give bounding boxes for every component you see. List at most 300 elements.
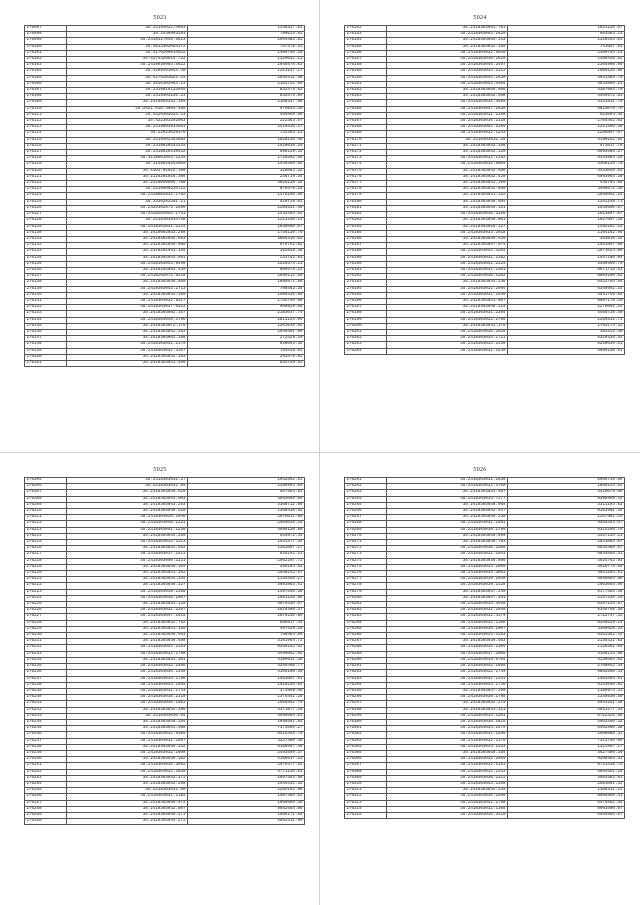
value-cell: 968828.85 bbox=[188, 305, 305, 311]
value-cell: 222363.57 bbox=[188, 119, 305, 125]
row-id-cell: 276248 bbox=[25, 744, 67, 750]
row-id-cell: 276162 bbox=[345, 88, 387, 94]
value-cell: 4771130.61 bbox=[188, 769, 305, 775]
coordinate-cell: 35.2418303033.2018 bbox=[387, 230, 508, 236]
value-cell: 6959966.07 bbox=[508, 812, 625, 818]
row-id-cell: 276294 bbox=[345, 682, 387, 688]
value-cell: 4156213.56 bbox=[508, 651, 625, 657]
row-id-cell: 276215 bbox=[25, 540, 67, 546]
row-id-cell: 276168 bbox=[345, 125, 387, 131]
coordinate-cell: 35.2418303032.100 bbox=[387, 181, 508, 187]
value-cell: 732303.13 bbox=[188, 131, 305, 137]
value-cell: 8906739.96 bbox=[508, 478, 625, 484]
row-id-cell: 276165 bbox=[345, 106, 387, 112]
data-table bbox=[344, 477, 625, 819]
row-id-cell: 276272 bbox=[345, 546, 387, 552]
coordinate-cell: 35.2418303046.616 bbox=[67, 490, 188, 496]
row-id-cell: 276107 bbox=[25, 88, 67, 94]
value-cell: 1336427.01 bbox=[188, 26, 305, 32]
row-id-cell: 276241 bbox=[25, 701, 67, 707]
coordinate-cell: 35.2418303031.1182 bbox=[67, 794, 188, 800]
value-cell: 2811124.09 bbox=[188, 317, 305, 323]
coordinate-cell: 35.2419040094.788 bbox=[67, 181, 188, 187]
value-cell: 2104162.95 bbox=[508, 230, 625, 236]
value-cell: 8086950.43 bbox=[508, 794, 625, 800]
row-id-cell: 276259 bbox=[25, 812, 67, 818]
row-id-cell: 276100 bbox=[25, 44, 67, 50]
coordinate-cell: 35.2418303031.2397 bbox=[67, 608, 188, 614]
row-id-cell: 276310 bbox=[345, 781, 387, 787]
coordinate-cell: 35.2418303036.553 bbox=[387, 639, 508, 645]
row-id-cell: 276133 bbox=[25, 249, 67, 255]
coordinate-cell: 35.2418303035.155 bbox=[387, 750, 508, 756]
coordinate-cell: 35.2418303032.1608 bbox=[67, 750, 188, 756]
coordinate-cell: 35.2418303046.526 bbox=[67, 509, 188, 515]
value-cell: 2558243.97 bbox=[188, 571, 305, 577]
value-cell: 9475581.35 bbox=[508, 800, 625, 806]
value-cell: 963483.13 bbox=[508, 32, 625, 38]
coordinate-cell: 35.2418303043.1266 bbox=[387, 781, 508, 787]
coordinate-cell: 35.2418303036.1799 bbox=[387, 527, 508, 533]
value-cell: 1375441.25 bbox=[188, 695, 305, 701]
row-id-cell: 276223 bbox=[25, 589, 67, 595]
row-id-cell: 276180 bbox=[345, 199, 387, 205]
row-id-cell: 276150 bbox=[25, 354, 67, 360]
value-cell: 2364908.06 bbox=[508, 63, 625, 69]
row-id-cell: 276103 bbox=[25, 63, 67, 69]
coordinate-cell: 35.2418303032.652 bbox=[67, 546, 188, 552]
row-id-cell: 276311 bbox=[345, 788, 387, 794]
value-cell: 6349561.14 bbox=[508, 286, 625, 292]
coordinate-cell: 35.2418303053.143 bbox=[387, 38, 508, 44]
value-cell: 737376.31 bbox=[188, 44, 305, 50]
row-id-cell: 276109 bbox=[25, 100, 67, 106]
row-id-cell: 276302 bbox=[345, 732, 387, 738]
row-id-cell: 276137 bbox=[25, 274, 67, 280]
row-id-cell: 276136 bbox=[25, 267, 67, 273]
row-id-cell: 276292 bbox=[345, 670, 387, 676]
row-id-cell: 276235 bbox=[25, 664, 67, 670]
row-id-cell: 276121 bbox=[25, 174, 67, 180]
value-cell: 3237380.46 bbox=[188, 738, 305, 744]
value-cell: 2979377.52 bbox=[188, 763, 305, 769]
coordinate-cell: 35.2418302036.966 bbox=[67, 243, 188, 249]
coordinate-cell: 35.2418303036.273 bbox=[67, 812, 188, 818]
page-title: 5026 bbox=[473, 467, 487, 473]
coordinate-cell: 35.2418303039.2049 bbox=[387, 577, 508, 583]
value-cell: 2963054.96 bbox=[508, 583, 625, 589]
row-id-cell: 276183 bbox=[345, 218, 387, 224]
coordinate-cell: 35.2418303037.2005 bbox=[387, 651, 508, 657]
value-cell: 2396993.09 bbox=[188, 484, 305, 490]
row-id-cell: 276126 bbox=[25, 205, 67, 211]
row-id-cell: 276309 bbox=[345, 775, 387, 781]
row-id-cell: 276118 bbox=[25, 156, 67, 162]
value-cell: 657903.81 bbox=[188, 490, 305, 496]
coordinate-cell: 35.2418303032.1243 bbox=[387, 131, 508, 137]
value-cell: 2697453.98 bbox=[188, 775, 305, 781]
coordinate-cell: 35.4303.01024.169 bbox=[67, 168, 188, 174]
value-cell: 2211366.30 bbox=[508, 125, 625, 131]
coordinate-cell: 35.2418303031.1991 bbox=[387, 521, 508, 527]
coordinate-cell: 35.2418303032.1166 bbox=[387, 620, 508, 626]
value-cell: 2160337.56 bbox=[188, 100, 305, 106]
value-cell: 1251246.71 bbox=[508, 199, 625, 205]
value-cell: 1286697.07 bbox=[508, 131, 625, 137]
row-id-cell: 276239 bbox=[25, 688, 67, 694]
coordinate-cell: 35.2418303036.230 bbox=[387, 515, 508, 521]
value-cell: 2493599.37 bbox=[188, 750, 305, 756]
value-cell: 3141531.78 bbox=[508, 100, 625, 106]
value-cell: 2264152.96 bbox=[188, 788, 305, 794]
row-id-cell: 276154 bbox=[345, 38, 387, 44]
row-id-cell: 276257 bbox=[25, 800, 67, 806]
row-id-cell: 276166 bbox=[345, 112, 387, 118]
value-cell: 1838666.07 bbox=[188, 224, 305, 230]
coordinate-cell: 35.2418303033.1721 bbox=[387, 336, 508, 342]
value-cell: 1565552.79 bbox=[188, 701, 305, 707]
value-cell: 3963350.32 bbox=[508, 719, 625, 725]
row-id-cell: 276203 bbox=[345, 342, 387, 348]
value-cell: 1681228.66 bbox=[188, 595, 305, 601]
coordinate-cell: 35.2418303031.1036 bbox=[387, 478, 508, 484]
coordinate-cell: 35.2418303036.965 bbox=[387, 502, 508, 508]
coordinate-cell: 35.2418303034.1575 bbox=[387, 726, 508, 732]
value-cell: 2396436.52 bbox=[508, 57, 625, 63]
value-cell: 383332.40 bbox=[508, 329, 625, 335]
value-cell: 2695091.24 bbox=[508, 193, 625, 199]
data-table bbox=[24, 477, 305, 825]
coordinate-cell: 35.2418303048.123 bbox=[387, 305, 508, 311]
value-cell: 634759.92 bbox=[188, 360, 305, 366]
coordinate-cell: 35.2418303033.567 bbox=[387, 490, 508, 496]
coordinate-cell: 35.2418303032.4174 bbox=[387, 614, 508, 620]
row-id-cell: 276148 bbox=[25, 342, 67, 348]
value-cell: 1480756.18 bbox=[188, 50, 305, 56]
coordinate-cell: 35.2418303032.99 bbox=[67, 788, 188, 794]
row-id-cell: 276156 bbox=[345, 50, 387, 56]
row-id-cell: 276281 bbox=[345, 602, 387, 608]
value-cell: 5053451.29 bbox=[508, 769, 625, 775]
coordinate-cell: 35.2418303034.7277 bbox=[387, 496, 508, 502]
data-table bbox=[24, 25, 305, 367]
row-id-cell: 276242 bbox=[25, 707, 67, 713]
row-id-cell: 276288 bbox=[345, 645, 387, 651]
value-cell: 764438.83 bbox=[188, 348, 305, 354]
coordinate-cell: 35.2419602033.298 bbox=[67, 230, 188, 236]
coordinate-cell: 35.2418303034.344 bbox=[67, 577, 188, 583]
value-cell: 8265152.62 bbox=[188, 645, 305, 651]
coordinate-cell: 35.2418303032.2706 bbox=[387, 317, 508, 323]
coordinate-cell: 35.2418303032.1030 bbox=[67, 769, 188, 775]
coordinate-cell: 35.2418303035.3410 bbox=[387, 812, 508, 818]
row-id-cell: 276108 bbox=[25, 94, 67, 100]
value-cell: 1281607.27 bbox=[188, 546, 305, 552]
coordinate-cell: 35.2418303043.253 bbox=[67, 502, 188, 508]
row-id-cell: 276291 bbox=[345, 664, 387, 670]
coordinate-cell: 35.2418620319932 bbox=[67, 150, 188, 156]
coordinate-cell: 35.2418303033.1436 bbox=[387, 342, 508, 348]
row-id-cell: 276192 bbox=[345, 274, 387, 280]
row-id-cell: 276268 bbox=[345, 521, 387, 527]
row-id-cell: 276155 bbox=[345, 44, 387, 50]
row-id-cell: 276308 bbox=[345, 769, 387, 775]
row-id-cell: 276216 bbox=[25, 546, 67, 552]
row-id-cell: 276234 bbox=[25, 657, 67, 663]
value-cell: 8987178.10 bbox=[508, 298, 625, 304]
coordinate-cell: 35.4274320614.722 bbox=[67, 57, 188, 63]
value-cell: 7373566.27 bbox=[188, 726, 305, 732]
value-cell: 2581051.32 bbox=[508, 781, 625, 787]
coordinate-cell: 35.3118601043.2334 bbox=[67, 156, 188, 162]
row-id-cell: 276173 bbox=[345, 156, 387, 162]
row-id-cell: 276244 bbox=[25, 719, 67, 725]
row-id-cell: 276104 bbox=[25, 69, 67, 75]
value-cell: 8883100.62 bbox=[508, 274, 625, 280]
coordinate-cell: 35.2418303032.120 bbox=[387, 150, 508, 156]
coordinate-cell: 35.2418303036.327 bbox=[67, 583, 188, 589]
coordinate-cell: 35.2418303032.27 bbox=[67, 478, 188, 484]
row-id-cell: 276184 bbox=[345, 224, 387, 230]
value-cell: 1823120.07 bbox=[508, 26, 625, 32]
coordinate-cell: 35.2418303031.1268 bbox=[387, 112, 508, 118]
row-id-cell: 276289 bbox=[345, 651, 387, 657]
coordinate-cell: 35.2418303035.3092 bbox=[67, 763, 188, 769]
value-cell: 3368712.86 bbox=[188, 502, 305, 508]
row-id-cell: 276117 bbox=[25, 150, 67, 156]
row-id-cell: 276124 bbox=[25, 193, 67, 199]
coordinate-cell: 35.2418303033.2069 bbox=[387, 564, 508, 570]
value-cell: 233762.81 bbox=[188, 255, 305, 261]
row-id-cell: 276260 bbox=[25, 819, 67, 825]
coordinate-cell: 35.2418303053.1629 bbox=[387, 32, 508, 38]
value-cell: 856817.42 bbox=[188, 620, 305, 626]
coordinate-cell: 35.2418303031.152 bbox=[387, 193, 508, 199]
coordinate-cell: 35.2418303036.1625 bbox=[387, 57, 508, 63]
coordinate-cell: 35.2418303041.1341 bbox=[387, 676, 508, 682]
row-id-cell: 276193 bbox=[345, 280, 387, 286]
value-cell: 9344883.16 bbox=[508, 156, 625, 162]
value-cell: 3443049.92 bbox=[508, 168, 625, 174]
row-id-cell: 276285 bbox=[345, 626, 387, 632]
row-id-cell: 276269 bbox=[345, 527, 387, 533]
row-id-cell: 276209 bbox=[25, 502, 67, 508]
coordinate-cell: 35.2418303036.2596 bbox=[387, 794, 508, 800]
row-id-cell: 276204 bbox=[345, 348, 387, 354]
row-id-cell: 276182 bbox=[345, 212, 387, 218]
row-id-cell: 276102 bbox=[25, 57, 67, 63]
coordinate-cell: 35.2418303031.1449 bbox=[387, 292, 508, 298]
value-cell: 879752.62 bbox=[188, 243, 305, 249]
value-cell: 8993406.87 bbox=[508, 806, 625, 812]
row-id-cell: 276237 bbox=[25, 676, 67, 682]
page-title: 5023 bbox=[153, 15, 167, 21]
row-id-cell: 276250 bbox=[25, 757, 67, 763]
value-cell: 9268463.33 bbox=[508, 757, 625, 763]
row-id-cell: 276197 bbox=[345, 305, 387, 311]
coordinate-cell: 35.2418301031.1214 bbox=[67, 224, 188, 230]
row-id-cell: 276171 bbox=[345, 143, 387, 149]
row-id-cell: 276202 bbox=[345, 336, 387, 342]
coordinate-cell: 35.2418303036.1615 bbox=[387, 719, 508, 725]
value-cell: 6143646.82 bbox=[508, 682, 625, 688]
value-cell: 1441377.34 bbox=[188, 540, 305, 546]
row-id-cell: 276312 bbox=[345, 794, 387, 800]
coordinate-cell: 35.2419603332.194 bbox=[67, 100, 188, 106]
coordinate-cell: 35.2418303032.6151 bbox=[387, 763, 508, 769]
value-cell: 1257981.19 bbox=[508, 515, 625, 521]
row-id-cell: 276116 bbox=[25, 143, 67, 149]
row-id-cell: 276127 bbox=[25, 212, 67, 218]
coordinate-cell: 35.2418303050.1221 bbox=[67, 558, 188, 564]
value-cell: 2153741.69 bbox=[188, 81, 305, 87]
value-cell: 696139.34 bbox=[188, 150, 305, 156]
value-cell: 5250639.61 bbox=[508, 342, 625, 348]
coordinate-cell: 35.2418303032.2604 bbox=[387, 757, 508, 763]
row-id-cell: 276261 bbox=[345, 478, 387, 484]
value-cell: 8652554.86 bbox=[188, 806, 305, 812]
value-cell: 798462.34 bbox=[188, 286, 305, 292]
value-cell: 1483464.61 bbox=[508, 676, 625, 682]
row-id-cell: 276187 bbox=[345, 243, 387, 249]
row-id-cell: 276123 bbox=[25, 187, 67, 193]
coordinate-cell: 35.2418303034.3459 bbox=[387, 602, 508, 608]
value-cell: 8351362.43 bbox=[508, 633, 625, 639]
value-cell: 455999.98 bbox=[188, 112, 305, 118]
value-cell: 6671715.51 bbox=[508, 267, 625, 273]
value-cell: 9852566.43 bbox=[508, 670, 625, 676]
coordinate-cell: 35.2418303036.850 bbox=[67, 280, 188, 286]
row-id-cell: 276313 bbox=[345, 800, 387, 806]
row-id-cell: 276114 bbox=[25, 131, 67, 137]
value-cell: 3618774.69 bbox=[508, 564, 625, 570]
value-cell: 2760842.39 bbox=[508, 664, 625, 670]
value-cell: 373958.56 bbox=[188, 688, 305, 694]
coordinate-cell: 35.2418303032.168 bbox=[387, 143, 508, 149]
row-id-cell: 276258 bbox=[25, 806, 67, 812]
value-cell: 1376196.56 bbox=[188, 193, 305, 199]
value-cell: 3499052.92 bbox=[188, 651, 305, 657]
row-id-cell: 276207 bbox=[25, 490, 67, 496]
row-id-cell: 276122 bbox=[25, 181, 67, 187]
coordinate-cell: 35.2418303032.6004 bbox=[387, 162, 508, 168]
row-id-cell: 276153 bbox=[345, 32, 387, 38]
coordinate-cell: 35.4013302054372 bbox=[67, 44, 188, 50]
coordinate-cell: 35.2418303034.259 bbox=[67, 533, 188, 539]
coordinate-cell: 35.2418303039.3051 bbox=[387, 571, 508, 577]
row-id-cell: 276256 bbox=[25, 794, 67, 800]
row-id-cell: 276218 bbox=[25, 558, 67, 564]
coordinate-cell: 35.2418303033.1233 bbox=[387, 744, 508, 750]
coordinate-cell: 35.2418303043.503 bbox=[67, 496, 188, 502]
coordinate-cell: 35.2418303028.127 bbox=[387, 224, 508, 230]
coordinate-cell: 35.2418303043.8496 bbox=[67, 261, 188, 267]
value-cell: 2831604.67 bbox=[508, 540, 625, 546]
row-id-cell: 276230 bbox=[25, 633, 67, 639]
coordinate-cell: 35.2418303036.2007 bbox=[387, 626, 508, 632]
coordinate-cell: 35.2418039963.5622 bbox=[67, 63, 188, 69]
coordinate-cell: 35.2418303034.236 bbox=[387, 280, 508, 286]
coordinate-cell: 35.2418303032.1365 bbox=[387, 806, 508, 812]
row-id-cell: 276284 bbox=[345, 620, 387, 626]
value-cell: 1188973.31 bbox=[508, 688, 625, 694]
value-cell: 534872.44 bbox=[188, 533, 305, 539]
coordinate-cell: 35.2418303043.2713 bbox=[67, 286, 188, 292]
row-id-cell: 276280 bbox=[345, 595, 387, 601]
coordinate-cell: 35.2418303036.650 bbox=[67, 639, 188, 645]
row-id-cell: 276110 bbox=[25, 106, 67, 112]
coordinate-cell: 35.2418303032.169 bbox=[387, 44, 508, 50]
coordinate-cell: 35.2418303039.5764 bbox=[387, 657, 508, 663]
value-cell: 3459469.70 bbox=[508, 261, 625, 267]
value-cell: 572017.76 bbox=[508, 143, 625, 149]
row-id-cell: 276262 bbox=[345, 484, 387, 490]
row-id-cell: 276138 bbox=[25, 280, 67, 286]
coordinate-cell: 35.2418303041.2798 bbox=[387, 800, 508, 806]
coordinate-cell: 35.2418303031.2204 bbox=[387, 311, 508, 317]
row-id-cell: 276111 bbox=[25, 112, 67, 118]
value-cell: 3466672.36 bbox=[508, 187, 625, 193]
row-id-cell: 276225 bbox=[25, 602, 67, 608]
coordinate-cell: 35.2418303051.1239 bbox=[67, 527, 188, 533]
value-cell: 2137336.19 bbox=[508, 595, 625, 601]
coordinate-cell: 35.2418303037.391 bbox=[387, 595, 508, 601]
coordinate-cell: 35.2418303038.2168 bbox=[67, 589, 188, 595]
coordinate-cell: 35.2418303032.1744 bbox=[387, 670, 508, 676]
row-id-cell: 276120 bbox=[25, 168, 67, 174]
value-cell: 1828136.46 bbox=[188, 137, 305, 143]
coordinate-cell: 35.2418303031.1456 bbox=[387, 732, 508, 738]
coordinate-cell: 35.2418327046.5623 bbox=[67, 38, 188, 44]
coordinate-cell: 35.2418303037.290 bbox=[387, 688, 508, 694]
value-cell: 4986664.81 bbox=[188, 713, 305, 719]
value-cell: 1320032.12 bbox=[188, 57, 305, 63]
coordinate-cell: 35.2418303031.1182 bbox=[387, 255, 508, 261]
coordinate-cell: 35.2418020243319 bbox=[67, 143, 188, 149]
coordinate-cell: 35.2418303035.142 bbox=[67, 744, 188, 750]
row-id-cell: 276160 bbox=[345, 75, 387, 81]
value-cell: 3683863.51 bbox=[188, 583, 305, 589]
coordinate-cell: 35.2418303047.1638 bbox=[387, 106, 508, 112]
coordinate-cell: 35.2418303051.781 bbox=[387, 26, 508, 32]
value-cell: 8741418.75 bbox=[508, 763, 625, 769]
row-id-cell: 276135 bbox=[25, 261, 67, 267]
value-cell: 2264631.71 bbox=[508, 317, 625, 323]
coordinate-cell: 35.2418303033.110 bbox=[67, 602, 188, 608]
value-cell: 1566171.55 bbox=[188, 812, 305, 818]
page-5024 bbox=[320, 0, 640, 452]
row-id-cell: 276251 bbox=[25, 763, 67, 769]
value-cell: 2568686.31 bbox=[508, 732, 625, 738]
coordinate-cell: 35.2418303042.1059 bbox=[387, 664, 508, 670]
value-cell: 5852411.99 bbox=[188, 819, 305, 825]
row-id-cell: 276293 bbox=[345, 676, 387, 682]
coordinate-cell: 35.2418303037.240 bbox=[387, 589, 508, 595]
coordinate-cell: 35.2419603833561 bbox=[67, 125, 188, 131]
coordinate-cell: 35.2418303036.972 bbox=[67, 800, 188, 806]
row-id-cell: 276214 bbox=[25, 533, 67, 539]
row-id-cell: 276232 bbox=[25, 645, 67, 651]
value-cell: 1213137.17 bbox=[188, 69, 305, 75]
row-id-cell: 276283 bbox=[345, 614, 387, 620]
row-id-cell: 276305 bbox=[345, 750, 387, 756]
coordinate-cell: 35.2418303032.372 bbox=[67, 775, 188, 781]
row-id-cell: 276159 bbox=[345, 69, 387, 75]
coordinate-cell: 35.2418303046.966 bbox=[387, 88, 508, 94]
value-cell: 2945401.89 bbox=[188, 329, 305, 335]
value-cell: 8356629.23 bbox=[508, 620, 625, 626]
coordinate-cell: 35.2418303032.696 bbox=[387, 168, 508, 174]
